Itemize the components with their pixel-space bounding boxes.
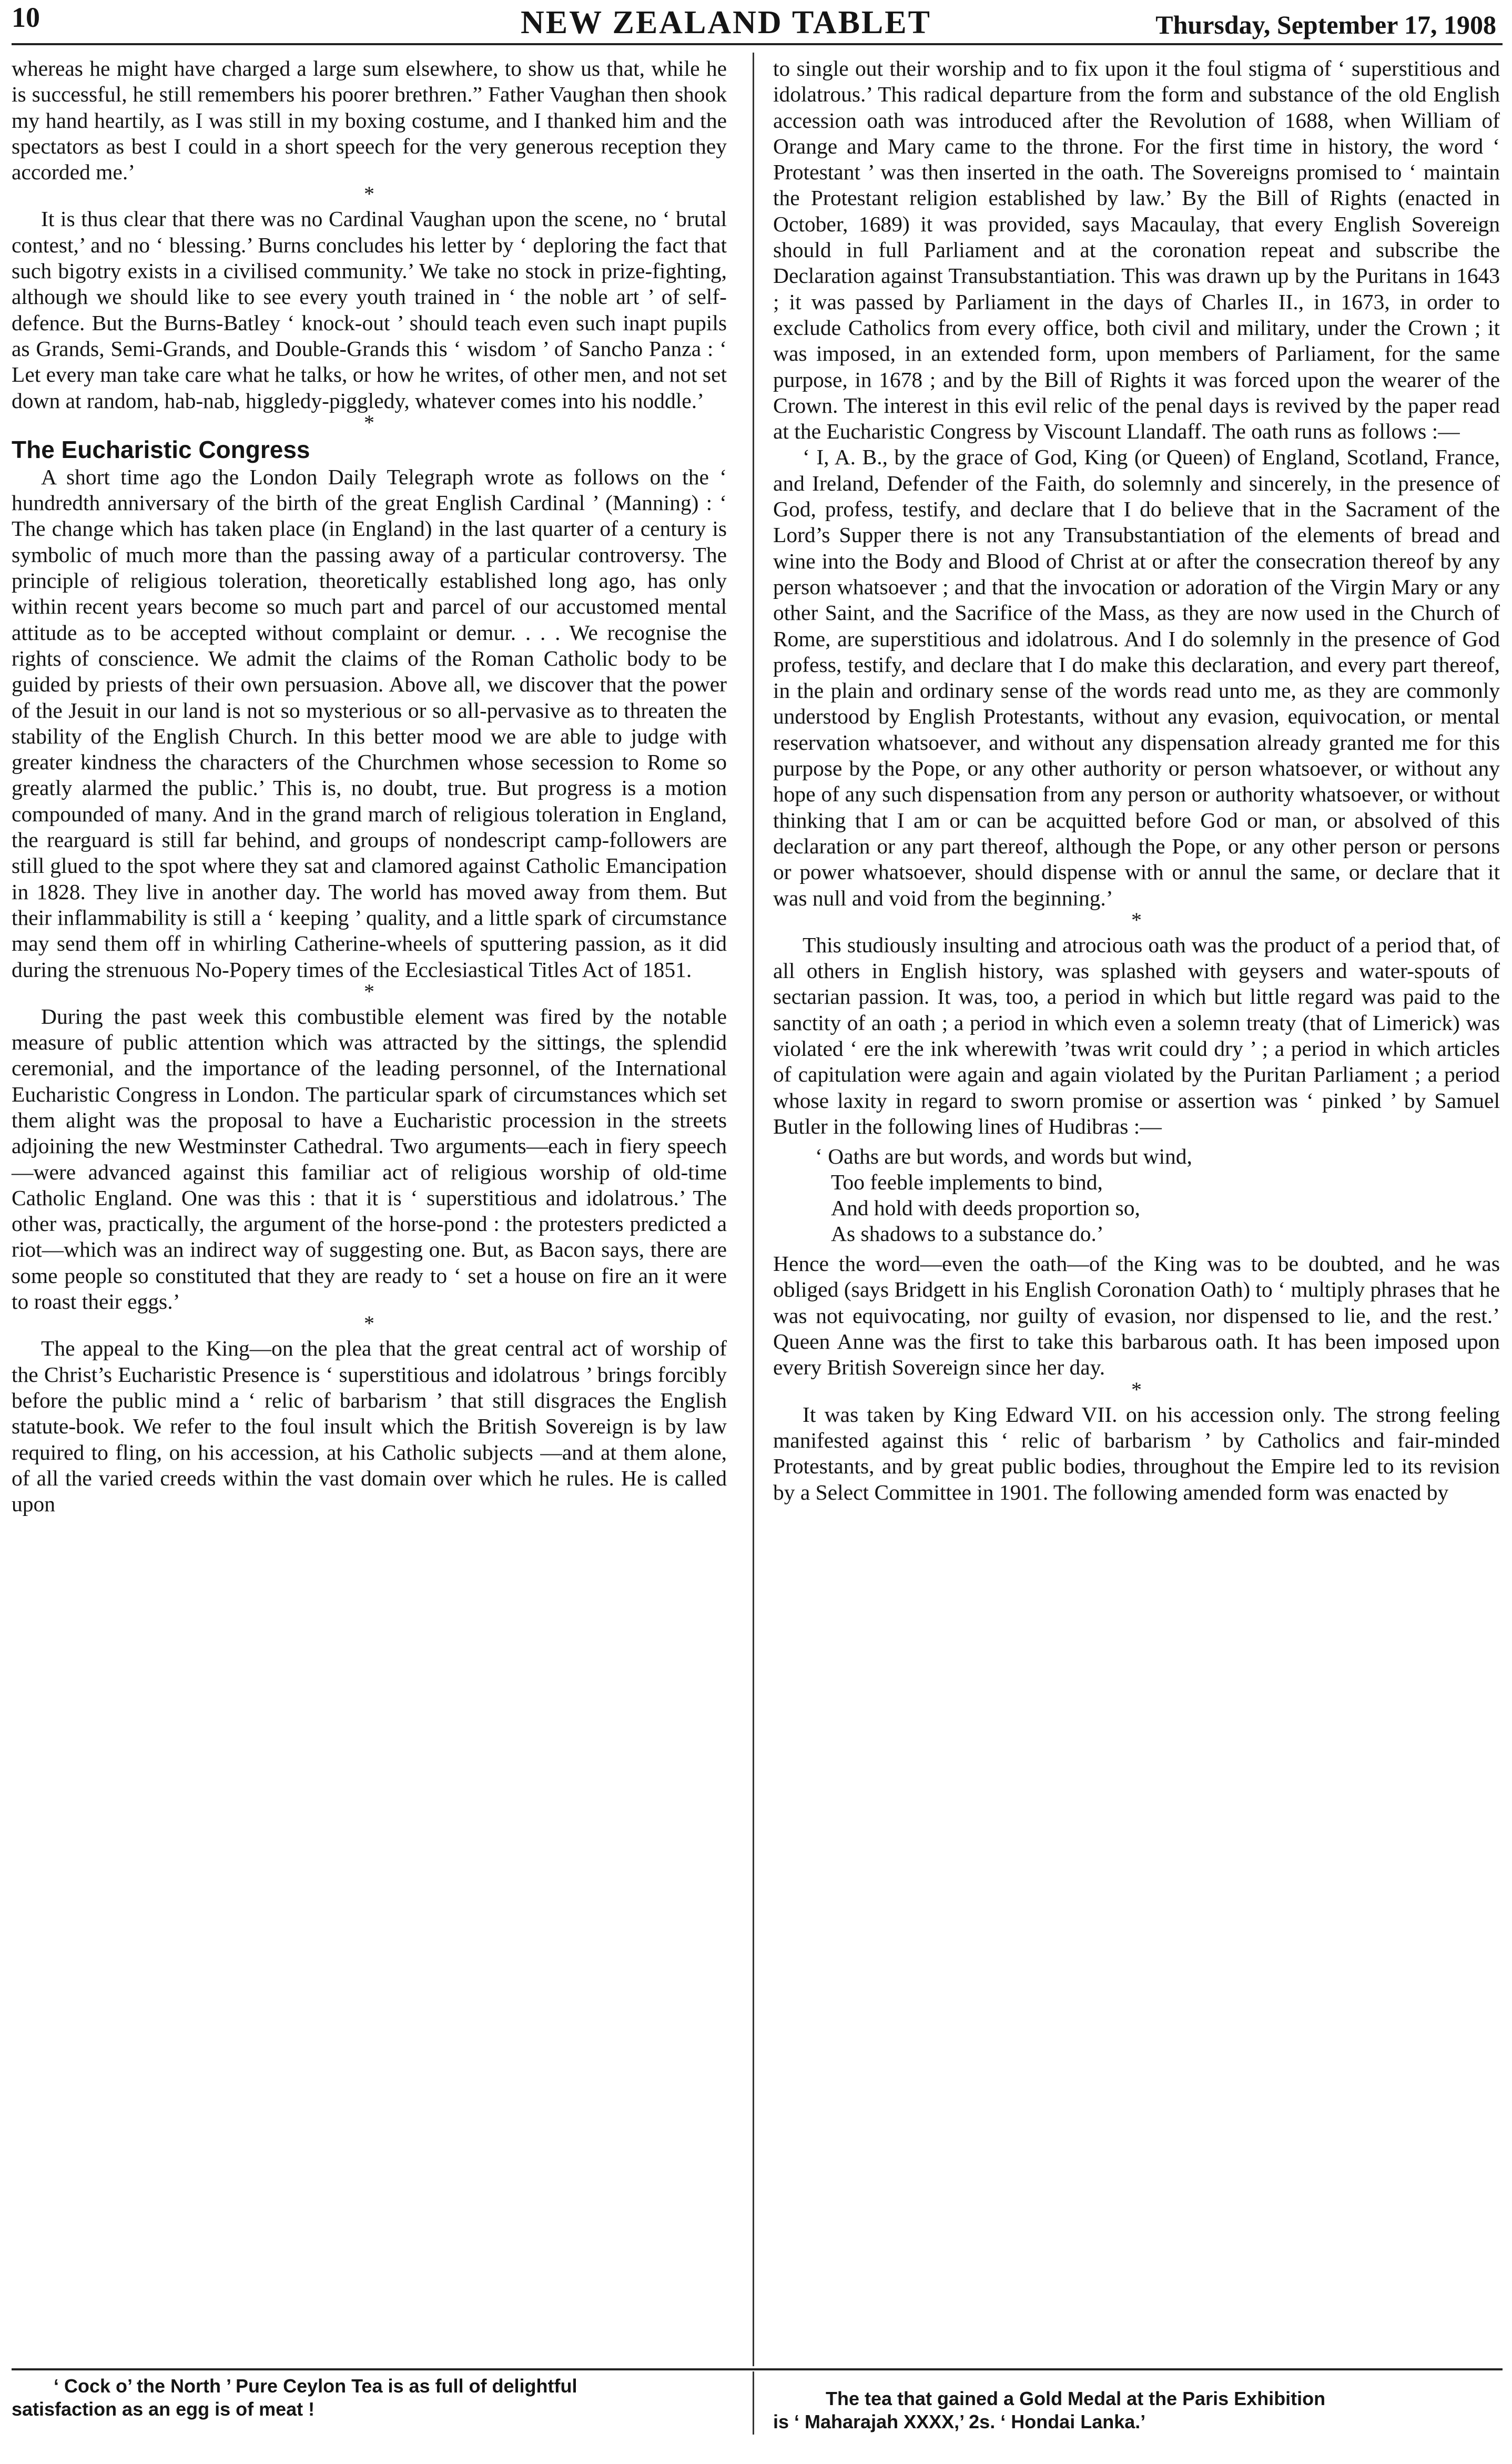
verse-quote bbox=[815, 1144, 1500, 1247]
ad-line: is ‘ Maharajah XXXX,’ 2s. ‘ Hondai Lanka.’ bbox=[773, 2411, 1146, 2432]
tea-advertisement-right bbox=[773, 2387, 1500, 2434]
separator-star: * bbox=[1131, 908, 1142, 932]
paragraph: This studiously insulting and atrocious oath was the product of a period that, of all others in English history, was splashed with geysers and water-spouts of sectarian passion. It was, too, a period in which but little regard was paid to the sanctity of an oath ; a period in which even a solemn treaty (that of Limerick) was violated ‘ ere the ink wherewith ’twas writ could dry ’ ; a period in which articles of capitulation were again and again violated by the Puritan Parliament ; a period whose laxity in regard to sworn promise or assertion was ‘ pinked ’ by Samuel Butler in the following lines of Hudibras :— bbox=[773, 932, 1500, 1138]
ad-line: satisfaction as an egg is of meat ! bbox=[12, 2398, 315, 2420]
issue-date: Thursday, September 17, 1908 bbox=[1155, 10, 1496, 39]
separator-star: * bbox=[364, 979, 374, 1003]
running-head bbox=[0, 0, 1512, 53]
paragraph: Hence the word—even the oath—of the King was to be doubted, and he was obliged (says Bridgett in his English Coronation Oath) to ‘ multiply phrases that he was not equivocating, nor guilty of evasion, nor dispensed to lie, and the rest.’ Queen Anne was the first to take this barbarous oath. It has been imposed upon every British Sovereign since her day. bbox=[773, 1251, 1500, 1380]
footer-column-rule bbox=[753, 2371, 754, 2435]
separator-star: * bbox=[364, 410, 374, 434]
page-number: 10 bbox=[12, 2, 40, 33]
left-column bbox=[12, 56, 727, 1517]
verse-line: ‘ Oaths are but words, and words but wind, bbox=[815, 1144, 1192, 1169]
ad-line: The tea that gained a Gold Medal at the Paris Exhibition bbox=[826, 2388, 1326, 2409]
verse-line: As shadows to a substance do.’ bbox=[831, 1221, 1104, 1246]
paragraph: whereas he might have charged a large sum elsewhere, to show us that, while he is successful, he still remembers his poorer brethren.” Father Vaughan then shook my hand heartily, as I was still in my boxing costume, and I thanked him and the spectators as best I could in a short speech for the very generous reception they accorded me.’ bbox=[12, 56, 727, 185]
tea-advertisement-left bbox=[12, 2375, 727, 2421]
separator-star: * bbox=[1131, 1377, 1142, 1401]
paragraph: A short time ago the London Daily Telegraph wrote as follows on the ‘ hundredth anniversary of the birth of the great English Cardinal ’ (Manning) : ‘ The change which has taken place (in England) in the last quarter of a century is symbolic of much more than the passing away of a particular controversy. The principle of religious toleration, theoretically established long ago, has only within recent years become so much part and parcel of our accustomed mental attitude as to be accepted without complaint or demur. . . . We recognise the rights of conscience. We admit the claims of the Roman Catholic body to be guided by priests of their own persuasion. Above all, we discover that the power of the Jesuit in our land is not so mysterious or so all-pervasive as to threaten the stability of the English Church. In this better mood we are able to judge with greater kindness the characters of the Churchmen whose secession to Rome so greatly alarmed the public.’ This is, no doubt, true. But progress is a motion compounded of many. And in the grand march of religious toleration in England, the rearguard is still far behind, and groups of nondescript camp-followers are still glued to the spot where they sat and clamored against Catholic Emancipation in 1828. They live in another day. The world has moved away from them. But their inflammability is still a ‘ keeping ’ quality, and a little spark of circumstance may send them off in whirling Catherine-wheels of sputtering passion, as it did during the strenuous No-Popery times of the Ecclesiastical Titles Act of 1851. bbox=[12, 464, 727, 982]
verse-line: And hold with deeds proportion so, bbox=[831, 1196, 1140, 1220]
paragraph: It was taken by King Edward VII. on his accession only. The strong feeling manifested against this ‘ relic of barbarism ’ by Catholics and fair-minded Protestants, and by great public bodies, throughout the Empire led to its revision by a Select Committee in 1901. The following amended form was enacted by bbox=[773, 1402, 1500, 1504]
paragraph: The appeal to the King—on the plea that the great central act of worship of the Christ’s Eucharistic Presence is ‘ superstitious and idolatrous ’ brings forcibly before the public mind a ‘ relic of barbarism ’ that still disgraces the English statute-book. We refer to the foul insult which the British Sovereign is by law required to fling, on his accession, at his Catholic subjects —and at them alone, of all the varied creeds within the vast domain over which he rules. He is called upon bbox=[12, 1336, 727, 1516]
footer-rule bbox=[12, 2368, 1503, 2370]
paragraph: to single out their worship and to fix upon it the foul stigma of ‘ superstitious and idolatrous.’ This radical departure from the form and substance of the old English accession oath was introduced after the Revolution of 1688, when William of Orange and Mary came to the throne. For the first time in history, the word ‘ Protestant ’ was then inserted in the oath. The Sovereigns promised to ‘ maintain the Protestant religion established by law.’ By the Bill of Rights (enacted in October, 1689) it was provided, says Macaulay, that every English Sovereign should in full Parliament and at the coronation repeat and subscribe the Declaration against Transubstantiation. This was drawn up by the Puritans in 1643 ; it was passed by Parliament in the days of Charles II., in 1673, in order to exclude Catholics from every office, both civil and military, under the Crown ; it was imposed, in an extended form, upon members of Parliament, for the same purpose, in 1678 ; and by the Bill of Rights it was forced upon the wearer of the Crown. The interest in this evil relic of the penal days is revived by the paper read at the Eucharistic Congress by Viscount Llandaff. The oath runs as follows :— bbox=[773, 56, 1500, 444]
verse-line: Too feeble implements to bind, bbox=[831, 1170, 1103, 1195]
column-rule bbox=[753, 53, 754, 2366]
masthead-title: NEW ZEALAND TABLET bbox=[521, 5, 931, 40]
paragraph: During the past week this combustible element was fired by the notable measure of public attention which was attracted by the sittings, the splendid ceremonial, and the importance of the leading personnel, of the International Eucharistic Congress in London. The particular spark of circumstances which set them alight was the proposal to have a Eucharistic procession in the streets adjoining the new Westminster Cathedral. Two arguments—each in fiery speech—were advanced against this familiar act of religious worship of old-time Catholic England. One was this : that it is ‘ superstitious and idolatrous.’ The other was, practically, the argument of the horse-pond : the protesters predicted a riot—which was an indirect way of suggesting one. But, as Bacon says, there are some people so constituted that they are ready to ‘ set a house on fire an it were to roast their eggs.’ bbox=[12, 1004, 727, 1314]
section-heading: The Eucharistic Congress bbox=[12, 435, 310, 463]
oath-text: ‘ I, A. B., by the grace of God, King (or Queen) of England, Scotland, France, and Ireland, Defender of the Faith, do solemnly and sincerely, in the presence of God, profess, testify, and declare that I do believe that in the Sacrament of the Lord’s Supper there is not any Transubstantiation of the elements of bread and wine into the Body and Blood of Christ at or after the consecration thereof by any person whatsoever ; and that the invocation or adoration of the Virgin Mary or any other Saint, and the Sacrifice of the Mass, as they are now used in the Church of Rome, are superstitious and idolatrous. And I do solemnly in the presence of God profess, testify, and declare that I do make this declaration, and every part thereof, in the plain and ordinary sense of the words read unto me, as they are commonly understood by English Protestants, without any evasion, equivocation, or mental reservation whatsoever, and without any dispensation already granted me for this purpose by the Pope, or any other authority or person whatsoever, or without any hope of any such dispensation from any person or authority whatsoever, or without thinking that I am or can be acquitted before God or man, or absolved of this declaration or any part thereof, although the Pope, or any other person or persons or power whatsoever, should dispense with or annul the same, or declare that it was null and void from the beginning.’ bbox=[773, 445, 1500, 910]
paragraph: It is thus clear that there was no Cardinal Vaughan upon the scene, no ‘ brutal contest,’ and no ‘ blessing.’ Burns concludes his letter by ‘ deploring the fact that such bigotry exists in a civilised community.’ We take no stock in prize-fighting, although we should like to see every youth trained in ‘ the noble art ’ of self-defence. But the Burns-Batley ‘ knock-out ’ should teach even such inapt pupils as Grands, Semi-Grands, and Double-Grands this ‘ wisdom ’ of Sancho Panza : ‘ Let every man take care what he talks, or how he writes, of other men, and not set down at random, hab-nab, higgledy-piggledy, whatever comes into his noddle.’ bbox=[12, 207, 727, 413]
header-rule bbox=[12, 43, 1503, 45]
right-column bbox=[773, 56, 1500, 1505]
separator-star: * bbox=[364, 1311, 374, 1336]
ad-line: ‘ Cock o’ the North ’ Pure Ceylon Tea is as full of delightful bbox=[54, 2375, 577, 2397]
separator-star: * bbox=[364, 182, 374, 206]
